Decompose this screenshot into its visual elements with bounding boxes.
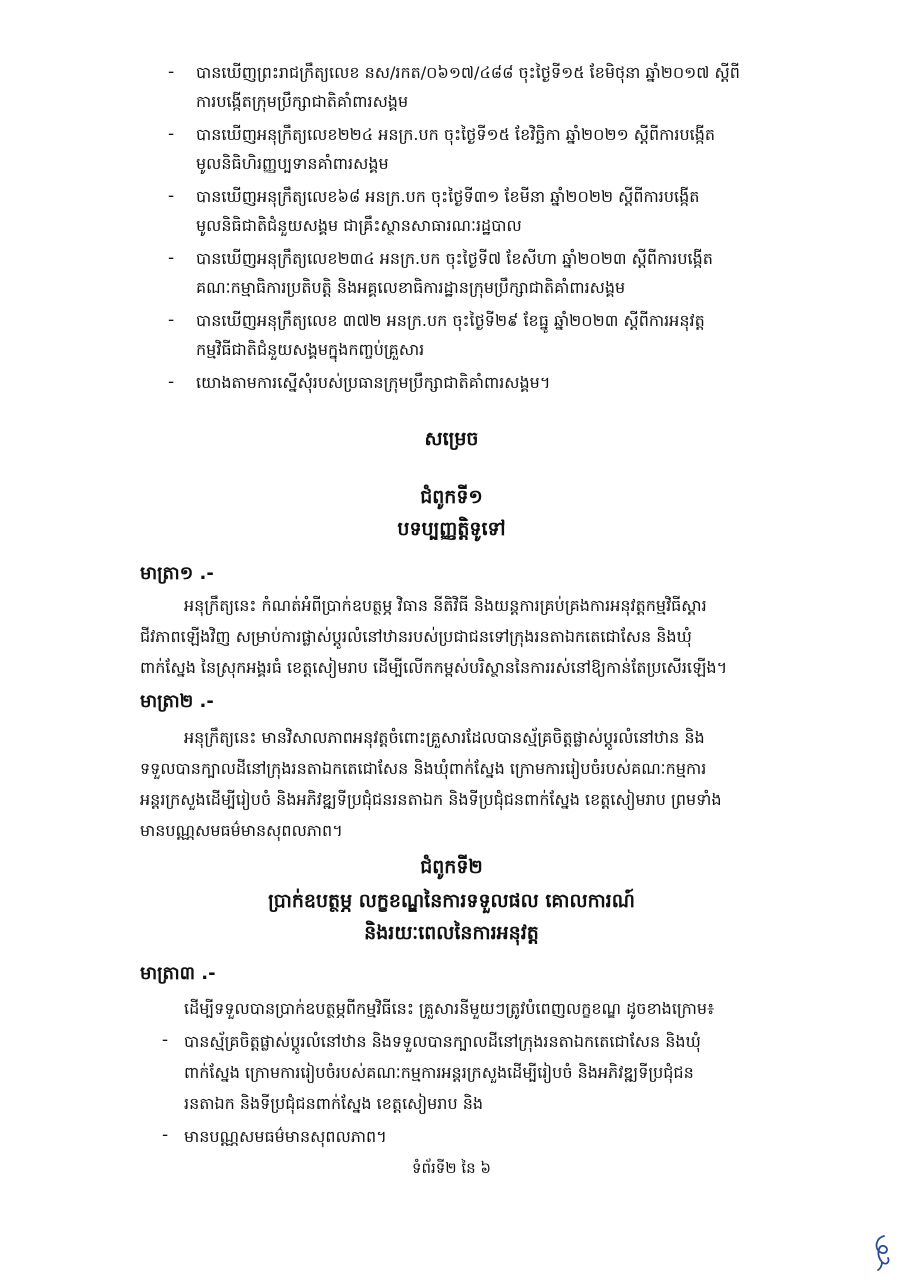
article3-label: មាត្រា៣ .-: [140, 963, 216, 984]
article1-label: មាត្រា១ .-: [140, 563, 214, 584]
preamble-item: [0, 306, 903, 364]
preamble-line: មូលនិធិជាតិជំនួយសង្គម ជាគ្រឹះស្ថានសាធារណៈរដ្ឋបាល: [196, 216, 522, 235]
article1-line: ពាក់ស្នែង នៃស្រុកអង្គរធំ ខេត្តសៀមរាប ដើម្បីលើកកម្ពស់បរិស្ថាននៃការរស់នៅឱ្យកាន់តែប្រសើរឡើង។: [140, 658, 728, 677]
chapter1-title: ជំពូកទី១: [420, 486, 483, 508]
condition-item: [140, 1026, 770, 1119]
article2-line: អន្តរក្រសួងដើម្បីរៀបចំ និងអភិវឌ្ឍទីប្រជុំជនរនតាឯក និងទីប្រជុំជនពាក់ស្នែង ខេត្តសៀមរាប ព្រមទាំង: [140, 790, 722, 809]
preamble-item: [0, 182, 903, 240]
condition-line: ពាក់ស្នែង ក្រោមការរៀបចំរបស់គណៈកម្មការអន្តរក្រសួងដើម្បីរៀបចំ និងអភិវឌ្ឍទីប្រជុំជន: [184, 1063, 694, 1082]
preamble-line: បានឃើញអនុក្រឹត្យលេខ៦៨ អនក្រ.បក ចុះថ្ងៃទី៣១ ខែមីនា ឆ្នាំ២០២២ ស្ដីពីការបង្កើត: [196, 187, 700, 206]
preamble-item: [0, 58, 903, 116]
condition-line: រនតាឯក និងទីប្រជុំជនពាក់ស្នែង ខេត្តសៀមរាប និង: [184, 1094, 484, 1113]
preamble-line: កម្មវិធីជាតិជំនួយសង្គមក្នុងកញ្ចប់គ្រួសារ: [196, 340, 425, 359]
page-number: ទំព័រទី២ នៃ ៦: [411, 1159, 492, 1177]
preamble-line: បានឃើញព្រះរាជក្រឹត្យលេខ នស/រកត/០៦១៧/៤៨៨ ចុះថ្ងៃទី១៥ ខែមិថុនា ឆ្នាំ២០១៧ ស្ដីពី: [196, 63, 740, 82]
preamble-item: [0, 244, 903, 302]
condition-line: មានបណ្ណសមធម៌មានសុពលភាព។: [184, 1127, 387, 1146]
article2-line: អនុក្រឹត្យនេះ មានវិសាលភាពអនុវត្តចំពោះគ្រួសារដែលបានស្ម័គ្រចិត្តផ្លាស់ប្តូរលំនៅឋាន និង: [184, 728, 705, 747]
bullet-dash: -: [168, 372, 175, 392]
preamble-item: [0, 120, 903, 178]
article2-line: មានបណ្ណសមធម៌មានសុពលភាព។: [140, 821, 343, 840]
preamble-line: បានឃើញអនុក្រឹត្យលេខ ៣៧២ អនក្រ.បក ចុះថ្ងៃទី២៩ ខែធ្នូ ឆ្នាំ២០២៣ ស្ដីពីការអនុវត្ត: [196, 311, 705, 330]
decision-heading: សម្រេច: [424, 428, 479, 450]
article2-label: មាត្រា២ .-: [140, 691, 214, 712]
bullet-dash: -: [168, 248, 175, 268]
preamble-line: យោងតាមការស្នើសុំរបស់ប្រធានក្រុមប្រឹក្សាជាតិគាំពារសង្គម។: [196, 373, 551, 392]
chapter2-subtitle-line1: ប្រាក់ឧបត្ថម្ភ លក្ខខណ្ឌនៃការទទួលផល គោលការណ៍: [268, 890, 635, 912]
signature-initial: [870, 1232, 896, 1272]
bullet-dash: -: [168, 62, 175, 82]
preamble-line: គណៈកម្មាធិការប្រតិបត្តិ និងអគ្គលេខាធិការដ្ឋានក្រុមប្រឹក្សាជាតិគាំពារសង្គម: [196, 278, 626, 297]
article3-conditions: [140, 1026, 770, 1154]
chapter2-title: ជំពូកទី២: [420, 856, 483, 878]
bullet-dash: -: [168, 124, 175, 144]
bullet-dash: -: [162, 1125, 169, 1145]
bullet-dash: -: [168, 186, 175, 206]
condition-item: [140, 1121, 770, 1152]
preamble-list: [0, 58, 903, 401]
preamble-line: បានឃើញអនុក្រឹត្យលេខ២២៤ អនក្រ.បក ចុះថ្ងៃទី១៥ ខែវិច្ឆិកា ឆ្នាំ២០២១ ស្ដីពីការបង្កើត: [196, 125, 716, 144]
preamble-line: មូលនិធិហិរញ្ញប្បទានគាំពារសង្គម: [196, 154, 389, 173]
bullet-dash: -: [168, 310, 175, 330]
chapter2-subtitle-line2: និងរយៈពេលនៃការអនុវត្ត: [364, 922, 539, 944]
preamble-line: ការបង្កើតក្រុមប្រឹក្សាជាតិគាំពារសង្គម: [196, 92, 409, 111]
article1-line: អនុក្រឹត្យនេះ កំណត់អំពីប្រាក់ឧបត្ថម្ភ វិធាន នីតិវិធី និងយន្តការគ្រប់គ្រងការអនុវត្តកម្មវិធីស្តារ: [184, 596, 707, 615]
preamble-item: [0, 368, 903, 397]
bullet-dash: -: [162, 1030, 169, 1050]
article3-intro: [140, 993, 770, 1024]
article3-intro-line: ដើម្បីទទួលបានប្រាក់ឧបត្ថម្ភពីកម្មវិធីនេះ គ្រួសារនីមួយៗត្រូវបំពេញលក្ខខណ្ឌ ដូចខាងក្រោម៖: [184, 999, 715, 1018]
article2-body: [140, 722, 770, 846]
article1-line: ជីវភាពឡើងវិញ សម្រាប់ការផ្លាស់ប្តូរលំនៅឋានរបស់ប្រជាជនទៅក្រុងរនតាឯកតេជោសែន និងឃុំ: [140, 627, 692, 646]
article2-line: ទទួលបានក្បាលដីនៅក្រុងរនតាឯកតេជោសែន និងឃុំពាក់ស្នែង ក្រោមការរៀបចំរបស់គណៈកម្មការ: [140, 759, 707, 778]
chapter1-subtitle: បទប្បញ្ញត្តិទូទៅ: [397, 518, 506, 540]
condition-line: បានស្ម័គ្រចិត្តផ្លាស់ប្តូរលំនៅឋាន និងទទួលបានក្បាលដីនៅក្រុងរនតាឯកតេជោសែន និងឃុំ: [184, 1032, 701, 1051]
article1-body: [140, 590, 770, 683]
preamble-line: បានឃើញអនុក្រឹត្យលេខ២៣៤ អនក្រ.បក ចុះថ្ងៃទី៧ ខែសីហា ឆ្នាំ២០២៣ ស្ដីពីការបង្កើត: [196, 249, 713, 268]
